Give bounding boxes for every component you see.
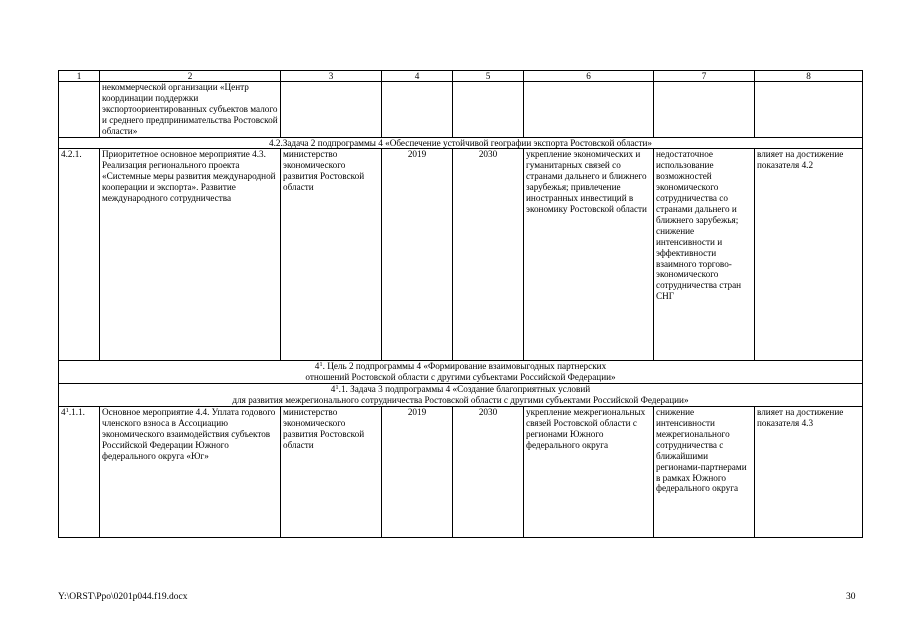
table-row — [59, 407, 863, 538]
row-number: 4.2.1. — [59, 149, 100, 361]
column-number: 2 — [100, 71, 281, 82]
column-number: 4 — [382, 71, 453, 82]
goal-heading-line2: отношений Ростовской области с другими субъектами Российской Федерации» — [305, 372, 616, 383]
start-year: 2019 — [382, 407, 453, 538]
measure-name: Приоритетное основное мероприятие 4.3. Реализация регионального проекта «Системные меры развития международной кооперации и экспорта». Развитие международного сотрудничества — [100, 149, 281, 361]
goal-heading — [59, 361, 863, 384]
page-number: 30 — [846, 592, 856, 602]
goal-heading-line1: . Цель 2 подпрограммы 4 «Формирование взаимовыгодных партнерских — [322, 361, 607, 372]
row-number-sup: 1 — [65, 407, 69, 415]
non-implementation-consequence — [654, 82, 755, 138]
executor: министерство экономического развития Ростовской области — [281, 407, 382, 538]
indicator-link — [755, 82, 863, 138]
task-heading: 4.2.Задача 2 подпрограммы 4 «Обеспечение устойчивой географии экспорта Ростовской области» — [59, 137, 863, 149]
start-year — [382, 82, 453, 138]
footer-file-path: Y:\ORST\Ppo\0201p044.f19.docx — [58, 592, 188, 602]
non-implementation-consequence: недостаточное использование возможностей экономического сотрудничества со странами дальнего и ближнего зарубежья; снижение интенсивности и эффективности взаимного торгово-экономического сотрудничества стран СНГ — [654, 149, 755, 361]
expected-result — [524, 82, 654, 138]
non-implementation-consequence: снижение интенсивности межрегионального сотрудничества с ближайшими регионами-партнерами в рамках Южного федерального округа — [654, 407, 755, 538]
end-year: 2030 — [453, 149, 524, 361]
table-row — [59, 149, 863, 361]
expected-result: укрепление межрегиональных связей Ростовской области с регионами Южного федерального округа — [524, 407, 654, 538]
column-number: 5 — [453, 71, 524, 82]
table-row — [59, 82, 863, 138]
task-heading-line1: .1. Задача 3 подпрограммы 4 «Создание благоприятных условий — [338, 384, 591, 395]
task-heading-prefix: 4 — [330, 384, 336, 395]
column-number: 8 — [755, 71, 863, 82]
expected-result: укрепление экономических и гуманитарных связей со странами дальнего и ближнего зарубежья; привлечение иностранных инвестиций в экономику Ростовской области — [524, 149, 654, 361]
indicator-link: влияет на достижение показателя 4.2 — [755, 149, 863, 361]
section-heading-row — [59, 384, 863, 407]
section-heading-row — [59, 137, 863, 149]
task-heading-line2: для развития межрегионального сотрудничества Ростовской области с другими субъектами Российской Федерации» — [232, 395, 689, 406]
column-number: 1 — [59, 71, 100, 82]
end-year — [453, 82, 524, 138]
executor — [281, 82, 382, 138]
executor: министерство экономического развития Ростовской области — [281, 149, 382, 361]
column-number-row — [59, 71, 863, 82]
column-number: 3 — [281, 71, 382, 82]
measure-name: некоммерческой организации «Центр координации поддержки экспортоориентированных субъектов малого и среднего предпринимательства Ростовской области» — [100, 82, 281, 138]
column-number: 7 — [654, 71, 755, 82]
goal-heading-sup: 1 — [319, 361, 323, 369]
row-number — [59, 407, 100, 538]
programme-table — [58, 70, 863, 538]
task-heading — [59, 384, 863, 407]
start-year: 2019 — [382, 149, 453, 361]
section-heading-row — [59, 361, 863, 384]
task-heading-sup: 1 — [335, 384, 339, 392]
goal-heading-prefix: 4 — [314, 361, 320, 372]
end-year: 2030 — [453, 407, 524, 538]
measure-name: Основное мероприятие 4.4. Уплата годового членского взноса в Ассоциацию экономического взаимодействия субъектов Российской Федерации Южного федерального округа «Юг» — [100, 407, 281, 538]
row-number-suffix: .1.1. — [68, 407, 85, 418]
column-number: 6 — [524, 71, 654, 82]
indicator-link: влияет на достижение показателя 4.3 — [755, 407, 863, 538]
row-number-prefix: 4 — [61, 407, 66, 418]
row-number — [59, 82, 100, 138]
